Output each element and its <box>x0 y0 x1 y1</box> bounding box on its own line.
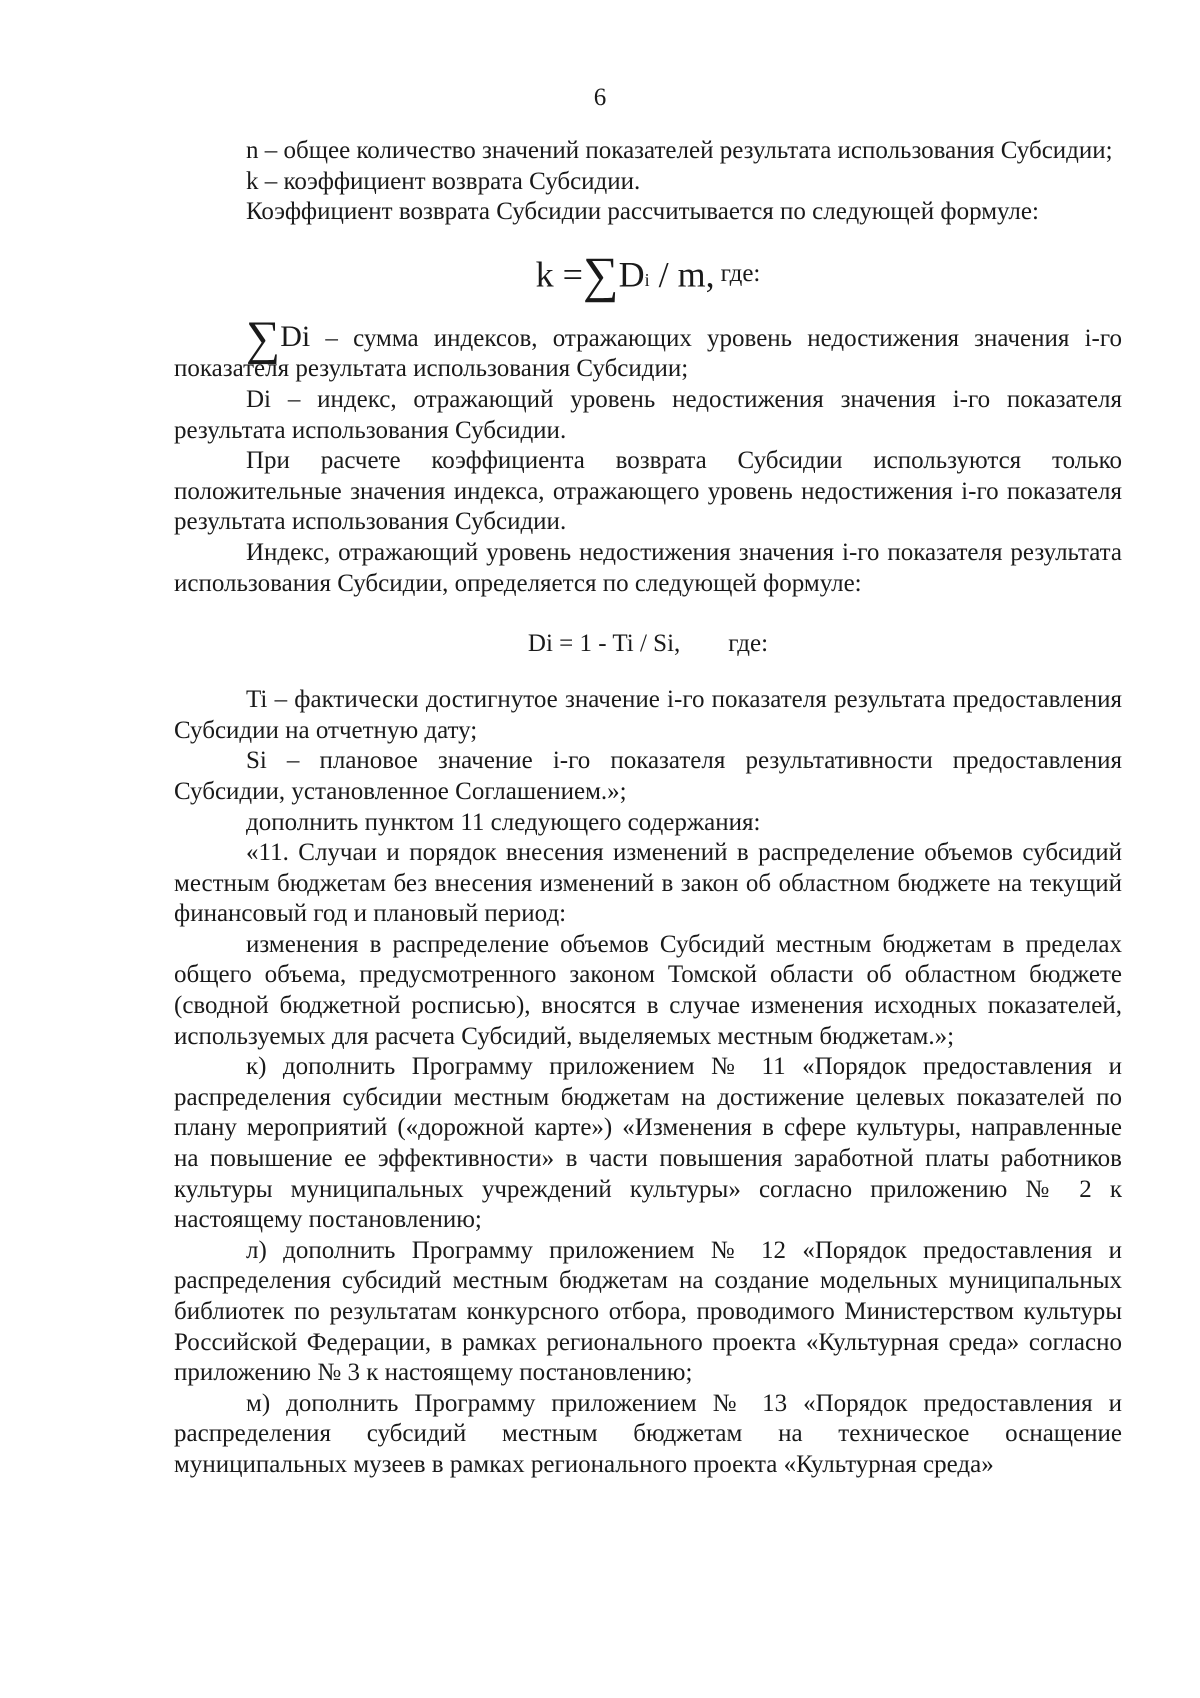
paragraph-di-definition: Di – индекс, отражающий уровень недостижения значения i-го показателя результата использования Субсидии. <box>174 385 1122 444</box>
paragraph-positive-values: При расчете коэффициента возврата Субсидии используются только положительные значения индекса, отражающего уровень недостижения i-го показателя результата использования Субсидии. <box>174 447 1122 536</box>
document-body <box>174 136 1122 1481</box>
paragraph-si-definition: Si – плановое значение i-го показателя результативности предоставления Субсидии, установленное Соглашением.»; <box>174 747 1122 805</box>
formula-k-rest: / m, <box>649 254 715 295</box>
paragraph-add-item-11: дополнить пунктом 11 следующего содержания: <box>246 808 761 836</box>
paragraph-ti-definition: Ti – фактически достигнутое значение i-го показателя результата предоставления Субсидии на отчетную дату; <box>174 686 1122 744</box>
formula-k-subscript: i <box>644 269 650 290</box>
formula-di-where: где: <box>728 630 769 658</box>
paragraph-di-formula-intro: Индекс, отражающий уровень недостижения значения i-го показателя результата использования Субсидии, определяется по следующей формуле: <box>174 538 1122 597</box>
paragraph-k-definition: k – коэффициент возврата Субсидии. <box>246 167 641 195</box>
formula-k-lhs: k = <box>535 254 583 295</box>
page-number: 6 <box>593 84 607 111</box>
formula-k-sigma: ∑ <box>582 246 619 303</box>
paragraph-sum-definition <box>174 311 1122 385</box>
formula-k-d: D <box>618 254 645 295</box>
paragraph-changes-distribution: изменения в распределение объемов Субсидий местным бюджетам в пределах общего объема, предусмотренного законом Томской области об областном бюджете (сводной бюджетной росписью), вносятся в случае изменения исходных показателей, используемых для расчета Субсидий, выделяемых местным бюджетам.»; <box>174 930 1122 1050</box>
sum-di: Di <box>280 319 311 353</box>
formula-k <box>174 236 1122 310</box>
formula-k-where: где: <box>720 260 761 288</box>
paragraph-item-m: м) дополнить Программу приложением № 13 «Порядок предоставления и распределения субсидий местным бюджетам на техническое оснащение муниципальных музеев в рамках регионального проекта «Культурная среда» <box>174 1389 1122 1478</box>
formula-di-expression: Di = 1 - Ti / Si, <box>527 630 681 658</box>
paragraph-item-11: «11. Случаи и порядок внесения изменений в распределение объемов субсидий местным бюджетам без внесения изменений в закон об областном бюджете на текущий финансовый год и плановый период: <box>174 839 1122 928</box>
paragraph-k-formula-intro: Коэффициент возврата Субсидии рассчитывается по следующей формуле: <box>246 198 1039 226</box>
sum-sigma: ∑ <box>246 311 281 365</box>
paragraph-n-definition: n – общее количество значений показателей результата использования Субсидии; <box>246 137 1113 164</box>
formula-di <box>174 615 1122 673</box>
paragraph-item-l: л) дополнить Программу приложением № 12 «Порядок предоставления и распределения субсидий местным бюджетам на создание модельных муниципальных библиотек по результатам конкурсного отбора, проводимого Министерством культуры Российской Федерации, в рамках регионального проекта «Культурная среда» согласно приложению № 3 к настоящему постановлению; <box>174 1236 1122 1387</box>
sum-symbol <box>246 311 311 365</box>
sum-definition-text: – сумма индексов, отражающих уровень недостижения значения i-го показателя результата использования Субсидии; <box>174 324 1122 383</box>
paragraph-item-k: к) дополнить Программу приложением № 11 «Порядок предоставления и распределения субсидии местным бюджетам на достижение целевых показателей по плану мероприятий («дорожной карте») «Изменения в сфере культуры, направленные на повышение ее эффективности» в части повышения заработной платы работников культуры муниципальных учреждений культуры» согласно приложению № 2 к настоящему постановлению; <box>174 1053 1122 1234</box>
